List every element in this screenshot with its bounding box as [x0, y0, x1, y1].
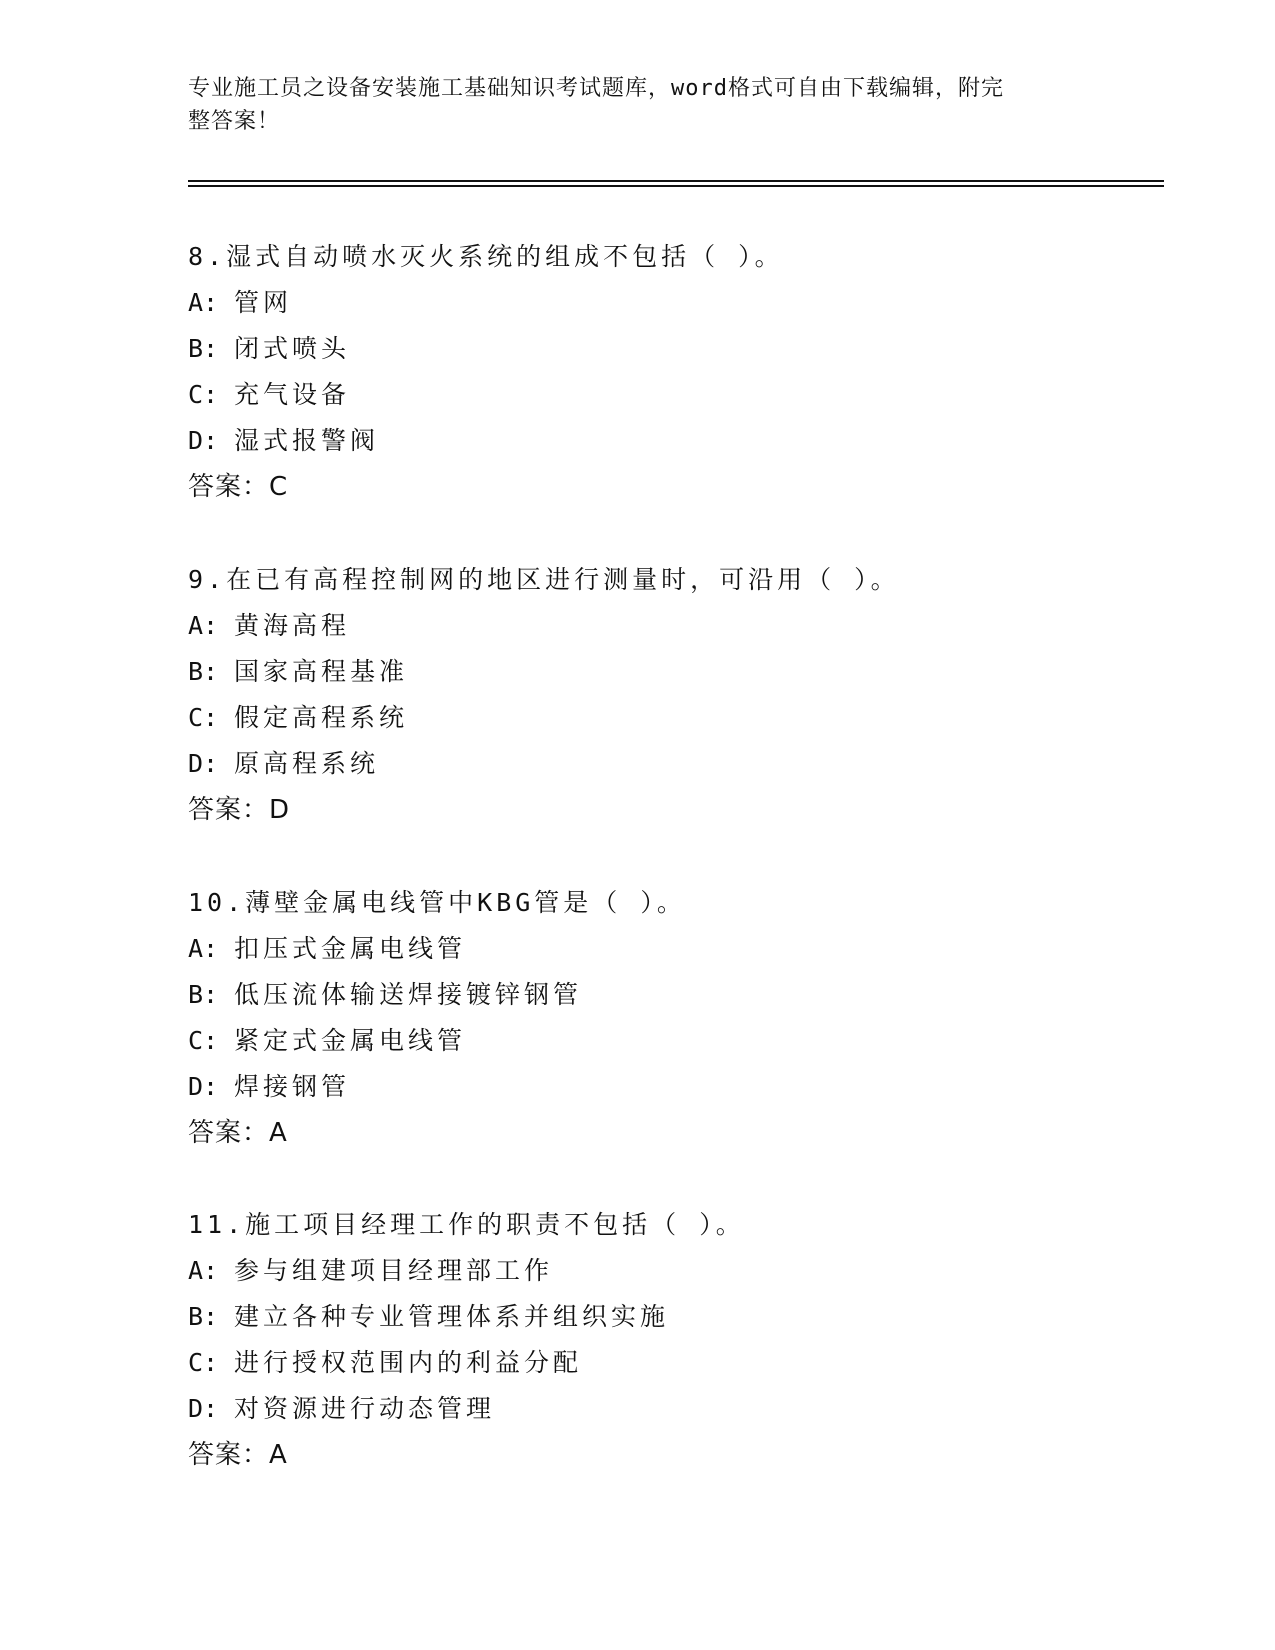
option-b [188, 1294, 1168, 1340]
question-10 [188, 880, 1168, 1156]
option-label: C: [188, 380, 219, 409]
option-label: D: [188, 749, 219, 778]
option-label: A: [188, 611, 219, 640]
document-header [188, 72, 1088, 138]
option-a [188, 1248, 1168, 1294]
question-11 [188, 1202, 1168, 1478]
option-d [188, 741, 1168, 787]
header-line-1: 专业施工员之设备安装施工基础知识考试题库，word格式可自由下载编辑，附完 [188, 76, 1004, 101]
question-stem: 8.湿式自动喷水灭火系统的组成不包括（ ）。 [188, 242, 784, 271]
option-text: 对资源进行动态管理 [234, 1394, 496, 1423]
option-text: 黄海高程 [234, 611, 351, 640]
option-c [188, 695, 1168, 741]
option-text: 国家高程基准 [234, 657, 409, 686]
option-text: 低压流体输送焊接镀锌钢管 [234, 980, 583, 1009]
option-label: C: [188, 703, 219, 732]
option-label: D: [188, 1072, 219, 1101]
answer-line: 答案：D [188, 795, 291, 825]
option-text: 参与组建项目经理部工作 [234, 1256, 554, 1285]
option-text: 假定高程系统 [234, 703, 409, 732]
option-label: B: [188, 657, 219, 686]
option-label: A: [188, 934, 219, 963]
option-label: A: [188, 288, 219, 317]
option-text: 紧定式金属电线管 [234, 1026, 467, 1055]
option-label: D: [188, 1394, 219, 1423]
option-a [188, 280, 1168, 326]
header-divider-top [188, 180, 1164, 182]
option-text: 建立各种专业管理体系并组织实施 [234, 1302, 670, 1331]
option-text: 扣压式金属电线管 [234, 934, 467, 963]
option-text: 焊接钢管 [234, 1072, 351, 1101]
question-stem: 11.施工项目经理工作的职责不包括（ ）。 [188, 1210, 745, 1239]
answer-line: 答案：A [188, 1440, 288, 1470]
option-a [188, 603, 1168, 649]
answer-line: 答案：C [188, 472, 289, 502]
question-stem: 9.在已有高程控制网的地区进行测量时，可沿用（ ）。 [188, 565, 900, 594]
option-label: A: [188, 1256, 219, 1285]
option-c [188, 372, 1168, 418]
answer-line: 答案：A [188, 1118, 288, 1148]
option-c [188, 1340, 1168, 1386]
option-d [188, 1386, 1168, 1432]
option-text: 进行授权范围内的利益分配 [234, 1348, 583, 1377]
option-text: 闭式喷头 [234, 334, 351, 363]
question-9 [188, 557, 1168, 833]
question-stem: 10.薄壁金属电线管中KBG管是（ ）。 [188, 888, 686, 917]
question-8 [188, 234, 1168, 510]
option-b [188, 972, 1168, 1018]
header-divider-bottom [188, 185, 1164, 187]
option-label: B: [188, 980, 219, 1009]
header-line-2: 整答案！ [188, 109, 281, 134]
option-a [188, 926, 1168, 972]
option-label: B: [188, 334, 219, 363]
option-label: C: [188, 1026, 219, 1055]
option-text: 原高程系统 [234, 749, 380, 778]
option-text: 充气设备 [234, 380, 351, 409]
option-label: B: [188, 1302, 219, 1331]
option-b [188, 326, 1168, 372]
option-d [188, 1064, 1168, 1110]
option-text: 湿式报警阀 [234, 426, 380, 455]
option-label: C: [188, 1348, 219, 1377]
option-d [188, 418, 1168, 464]
option-c [188, 1018, 1168, 1064]
option-text: 管网 [234, 288, 293, 317]
option-label: D: [188, 426, 219, 455]
option-b [188, 649, 1168, 695]
